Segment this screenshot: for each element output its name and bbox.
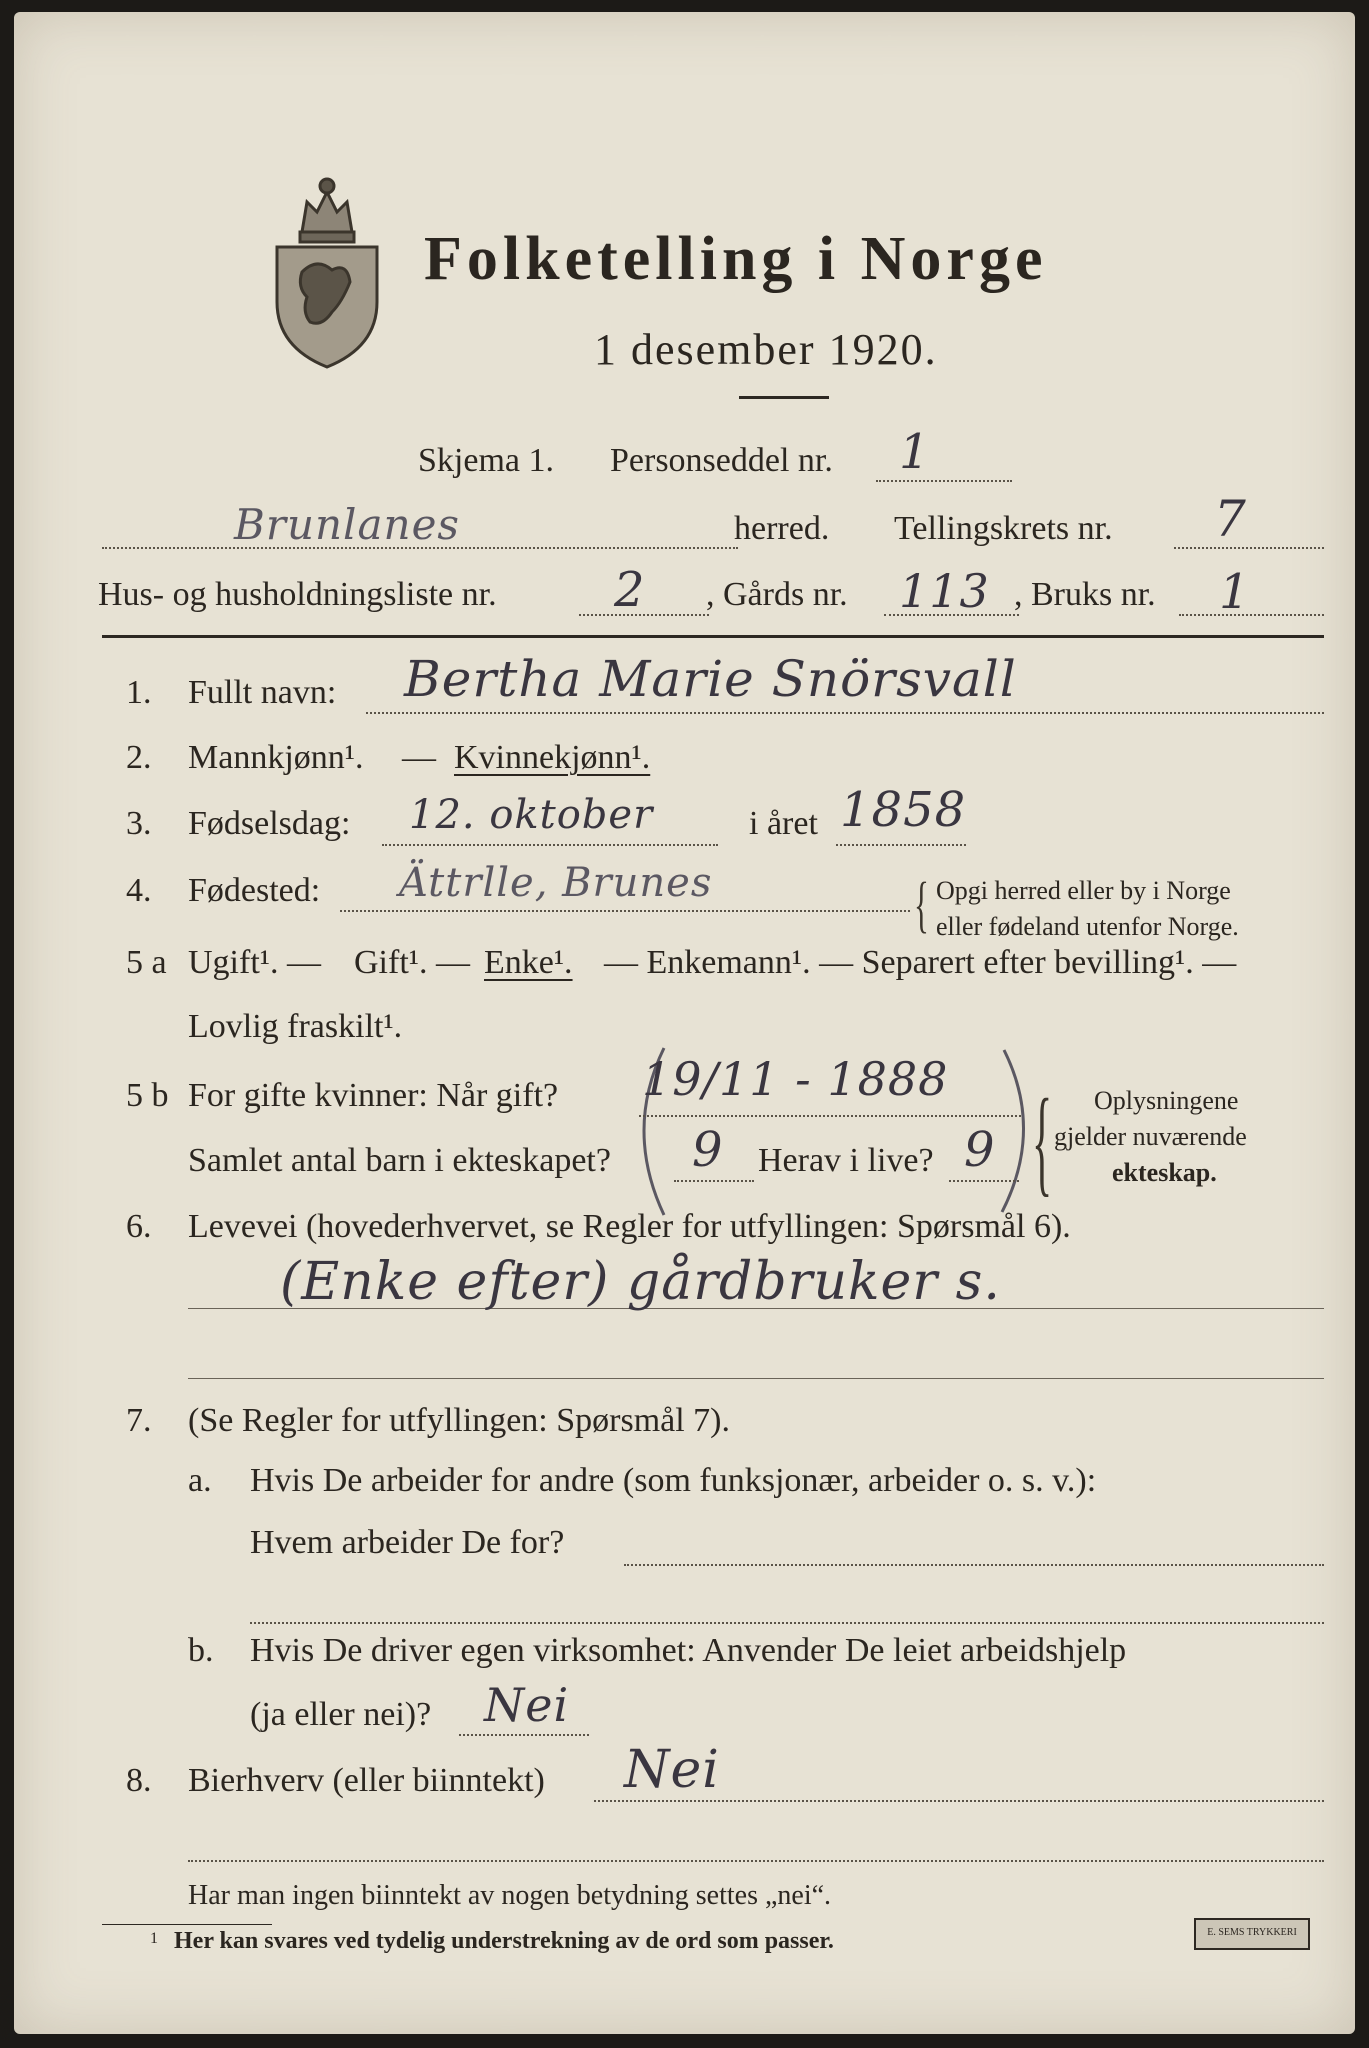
q1-line <box>366 712 1324 714</box>
q5b-note-line3: ekteskap. <box>1112 1158 1217 1187</box>
q5b-number: 5 b <box>126 1077 169 1114</box>
q6-line2 <box>188 1378 1324 1379</box>
q8-number: 8. <box>126 1762 152 1799</box>
q7b-value[interactable]: Nei <box>484 1678 570 1732</box>
q6-number: 6. <box>126 1208 152 1245</box>
herred-value[interactable]: Brunlanes <box>234 500 460 549</box>
q1-number: 1. <box>126 674 152 711</box>
q4-value[interactable]: Ättrlle, Brunes <box>399 860 713 906</box>
q8-line2 <box>188 1860 1324 1862</box>
q2-mann: Mannkjønn¹. <box>188 739 364 776</box>
q5b-label2: Samlet antal barn i ekteskapet? <box>188 1142 611 1179</box>
q7b-letter: b. <box>188 1632 214 1669</box>
q4-note-line1: Opgi herred eller by i Norge <box>936 876 1231 905</box>
tellingskrets-line <box>1174 547 1324 549</box>
form-title: Folketelling i Norge <box>424 225 1048 293</box>
personseddel-label: Personseddel nr. <box>610 442 833 479</box>
skjema-label: Skjema 1. <box>418 442 554 479</box>
q7a-line2 <box>250 1622 1324 1624</box>
bruks-label: , Bruks nr. <box>1014 576 1156 613</box>
q2-sep: — <box>402 739 436 776</box>
footnote-mark: 1 <box>150 1930 158 1947</box>
q7b-text: Hvis De driver egen virksomhet: Anvender De leiet arbeidshjelp <box>250 1632 1127 1669</box>
q4-label: Fødested: <box>188 872 321 909</box>
q1-label: Fullt navn: <box>188 674 337 711</box>
q5a-enke: Enke¹. <box>484 944 573 981</box>
q5a-number: 5 a <box>126 944 167 981</box>
q8-label: Bierhverv (eller biinntekt) <box>188 1762 545 1799</box>
title-rule <box>739 396 829 399</box>
bruks-line <box>1179 614 1324 616</box>
personseddel-line <box>876 480 1012 482</box>
q5b-label1: For gifte kvinner: Når gift? <box>188 1077 559 1114</box>
header-divider <box>102 635 1324 638</box>
footnote-rule <box>102 1924 272 1925</box>
q7a-letter: a. <box>188 1462 212 1499</box>
q5b-note-line2: gjelder nuværende <box>1054 1122 1247 1151</box>
tellingskrets-value[interactable]: 7 <box>1214 490 1247 548</box>
q7-label: (Se Regler for utfyllingen: Spørsmål 7). <box>188 1402 731 1439</box>
q3-label: Fødselsdag: <box>188 805 351 842</box>
printer-stamp <box>1194 1918 1310 1950</box>
q3-value[interactable]: 12. oktober <box>409 792 654 838</box>
coat-of-arms-icon <box>262 162 392 372</box>
q5b-value2[interactable]: 9 <box>692 1122 724 1178</box>
q7a-line1 <box>624 1564 1324 1566</box>
q7b-line <box>459 1734 589 1736</box>
q4-line <box>340 910 910 912</box>
q4-note-line2: eller fødeland utenfor Norge. <box>936 912 1239 941</box>
bruks-value[interactable]: 1 <box>1219 564 1251 620</box>
census-form-sheet <box>14 12 1355 2034</box>
q8-value[interactable]: Nei <box>624 1740 720 1800</box>
q5b-line2 <box>674 1180 754 1182</box>
q5b-note-line1: Oplysningene <box>1094 1086 1239 1115</box>
q5b-line1 <box>639 1115 1021 1117</box>
q2-kvinne: Kvinnekjønn¹. <box>454 739 651 776</box>
q7a-text2: Hvem arbeider De for? <box>250 1524 565 1561</box>
q5b-value3[interactable]: 9 <box>964 1122 996 1178</box>
hus-label: Hus- og husholdningsliste nr. <box>98 576 497 613</box>
q5a-line2: Lovlig fraskilt¹. <box>188 1008 403 1045</box>
tellingskrets-label: Tellingskrets nr. <box>894 510 1113 547</box>
q7b-text2: (ja eller nei)? <box>250 1696 432 1733</box>
q5b-value1[interactable]: 19/11 - 1888 <box>642 1052 949 1106</box>
q3-year-label: i året <box>749 805 818 842</box>
q4-note-brace: { <box>914 871 929 939</box>
herred-label: herred. <box>734 510 830 547</box>
q5b-label3: Herav i live? <box>758 1142 934 1179</box>
q8-line1 <box>594 1800 1324 1802</box>
personseddel-value[interactable]: 1 <box>899 424 931 480</box>
q6-value[interactable]: (Enke efter) gårdbruker s. <box>280 1252 1001 1312</box>
q3-year-value[interactable]: 1858 <box>840 782 967 838</box>
q3-number: 3. <box>126 805 152 842</box>
q5a-ugift: Ugift¹. — <box>188 944 321 981</box>
gards-label: , Gårds nr. <box>706 576 848 613</box>
q3-year-line <box>836 844 966 846</box>
hus-value[interactable]: 2 <box>614 562 646 618</box>
gards-value[interactable]: 113 <box>899 564 990 618</box>
census-date: 1 desember 1920. <box>594 325 938 374</box>
footer-note: Har man ingen biinntekt av nogen betydning settes „nei“. <box>188 1880 832 1911</box>
q4-number: 4. <box>126 872 152 909</box>
footnote-text: Her kan svares ved tydelig understrekning av de ord som passer. <box>174 1928 834 1954</box>
q5a-rest: — Enkemann¹. — Separert efter bevilling¹. — <box>604 944 1237 981</box>
q5b-note-brace: { <box>1032 1074 1053 1207</box>
q6-label: Levevei (hovederhvervet, se Regler for utfyllingen: Spørsmål 6). <box>188 1208 1071 1245</box>
q5b-line3 <box>949 1180 1019 1182</box>
printer-stamp-text: E. SEMS TRYKKERI <box>1207 1927 1297 1938</box>
q1-value[interactable]: Bertha Marie Snörsvall <box>404 650 1017 708</box>
q2-number: 2. <box>126 739 152 776</box>
q7-number: 7. <box>126 1402 152 1439</box>
q3-line <box>382 844 718 846</box>
q7a-text: Hvis De arbeider for andre (som funksjonær, arbeider o. s. v.): <box>250 1462 1097 1499</box>
q5a-gift: Gift¹. — <box>354 944 470 981</box>
